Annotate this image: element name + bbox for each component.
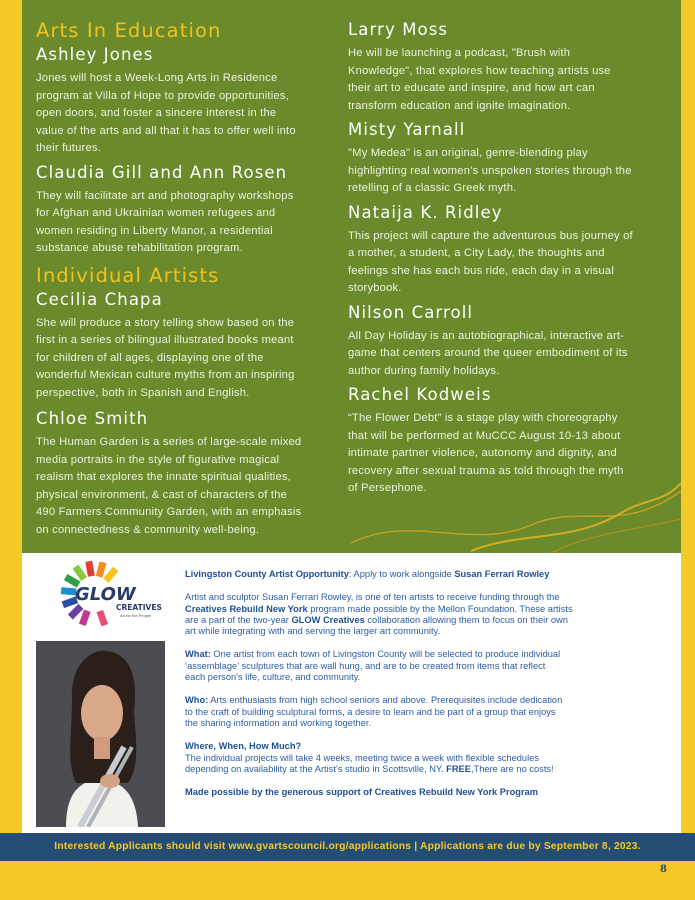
page-number: 8 <box>660 864 667 875</box>
logo-wordmark: GLOW <box>75 584 136 605</box>
opportunity-intro: Artist and sculptor Susan Ferrari Rowley, is one of ten artists to receive funding through the Creatives Rebuild New York program made possible by the Mellon Foundation. These artists are a part of the two-year GLOW Creatives collaboration allowing them to focus on their own art while integrating with and serving the larger art community. <box>185 592 573 637</box>
artist-description: The Human Garden is a series of large-scale mixed media portraits in the style of figurative magical realism that explores the innate spiritual qualities, physical environment, & cast of characters of the 490 Farmers Community Garden, with an emphasis on connectedness & community well-being. <box>36 436 302 536</box>
artist-name: Misty Yarnall <box>348 120 466 139</box>
support-note: Made possible by the generous support of Creatives Rebuild New York Program <box>185 787 539 798</box>
artist-name: Nataija K. Ridley <box>348 202 503 222</box>
artist-portrait-image <box>36 641 165 827</box>
artist-description: He will be launching a podcast, "Brush with Knowledge", that explores how teaching artists use their art to educate and inspire, and how art can transform education and ignite imagination. <box>348 47 611 112</box>
artist-name: Rachel Kodweis <box>348 385 492 404</box>
opportunity-heading: Livingston County Artist Opportunity: Apply to work alongside Susan Ferrari Rowley <box>185 569 550 579</box>
opportunity-panel <box>22 553 681 833</box>
logo-subtitle: CREATIVES <box>116 603 162 612</box>
artist-description: They will facilitate art and photography workshops for Afghan and Ukrainian women refugees and women residing in Liberty Manor, a residential substance abuse rehabilitation program. <box>36 189 294 254</box>
opportunity-text <box>185 569 667 810</box>
green-panel <box>22 0 681 553</box>
artist-name: Claudia Gill and Ann Rosen <box>36 162 288 182</box>
artist-description: "My Medea" is an original, genre-blending play highlighting real women’s unspoken stories through the retelling of a classic Greek myth. <box>348 147 632 194</box>
section-heading: Arts In Education <box>36 19 222 42</box>
artist-description: “The Flower Debt” is a stage play with choreography that will be performed at MuCCC August 10-13 about intimate partner violence, autonomy and dignity, and recovery after sexual trauma as told through the myth of Persephone. <box>348 412 624 494</box>
artist-description: Jones will host a Week-Long Arts in Residence program at Villa of Hope to provide opportunities, open doors, and foster a sincere interest in the value of the arts and all that it has to offer well into their futures. <box>36 72 296 154</box>
artist-name: Chloe Smith <box>36 409 149 428</box>
glow-creatives-logo <box>50 558 170 628</box>
who-paragraph: Who: Arts enthusiasts from high school seniors and above. Prerequisites include dedication to the craft of building sculptural forms, a desire to learn and be part of a group that enjoys the sharing information and working together. <box>185 695 563 728</box>
artist-name: Larry Moss <box>348 20 449 39</box>
application-footer: Interested Applicants should visit www.gvartscouncil.org/applications | Applications are due by September 8, 2023. <box>0 833 695 861</box>
artist-description: She will produce a story telling show based on the first in a series of bilingual illustrated books meant for children of all ages, displaying one of the wonderful Mexican culture myths from an inspiring perspective, both in Spanish and English. <box>36 316 295 399</box>
artist-name: Ashley Jones <box>36 45 154 64</box>
artist-name: Nilson Carroll <box>348 302 474 322</box>
section-heading: Individual Artists <box>36 263 220 287</box>
artist-description: All Day Holiday is an autobiographical, interactive art- game that centers around the queer embodiment of its author during family holidays. <box>348 329 628 377</box>
when-paragraph: Where, When, How Much? The individual projects will take 4 weeks, meeting twice a week with flexible schedules depending on availability at the Artist’s studio in Scottsville, NY. FREE,There are no costs! <box>185 741 554 774</box>
right-column <box>348 18 670 498</box>
artist-name: Cecilia Chapa <box>36 289 163 309</box>
what-paragraph: What: One artist from each town of Livingston County will be selected to produce individual ‘assemblage’ sculptures that are wall hung, and are to be created from items that reflect each person's life, culture, and community. <box>185 649 561 683</box>
left-column <box>36 18 336 539</box>
artist-description: This project will capture the adventurous bus journey of a mother, a student, a City Lady, the thoughts and feelings she has each bus ride, each day in a visual storybook. <box>348 229 633 294</box>
logo-tagline: Art for the People <box>120 613 152 618</box>
artist-photo <box>36 641 165 827</box>
